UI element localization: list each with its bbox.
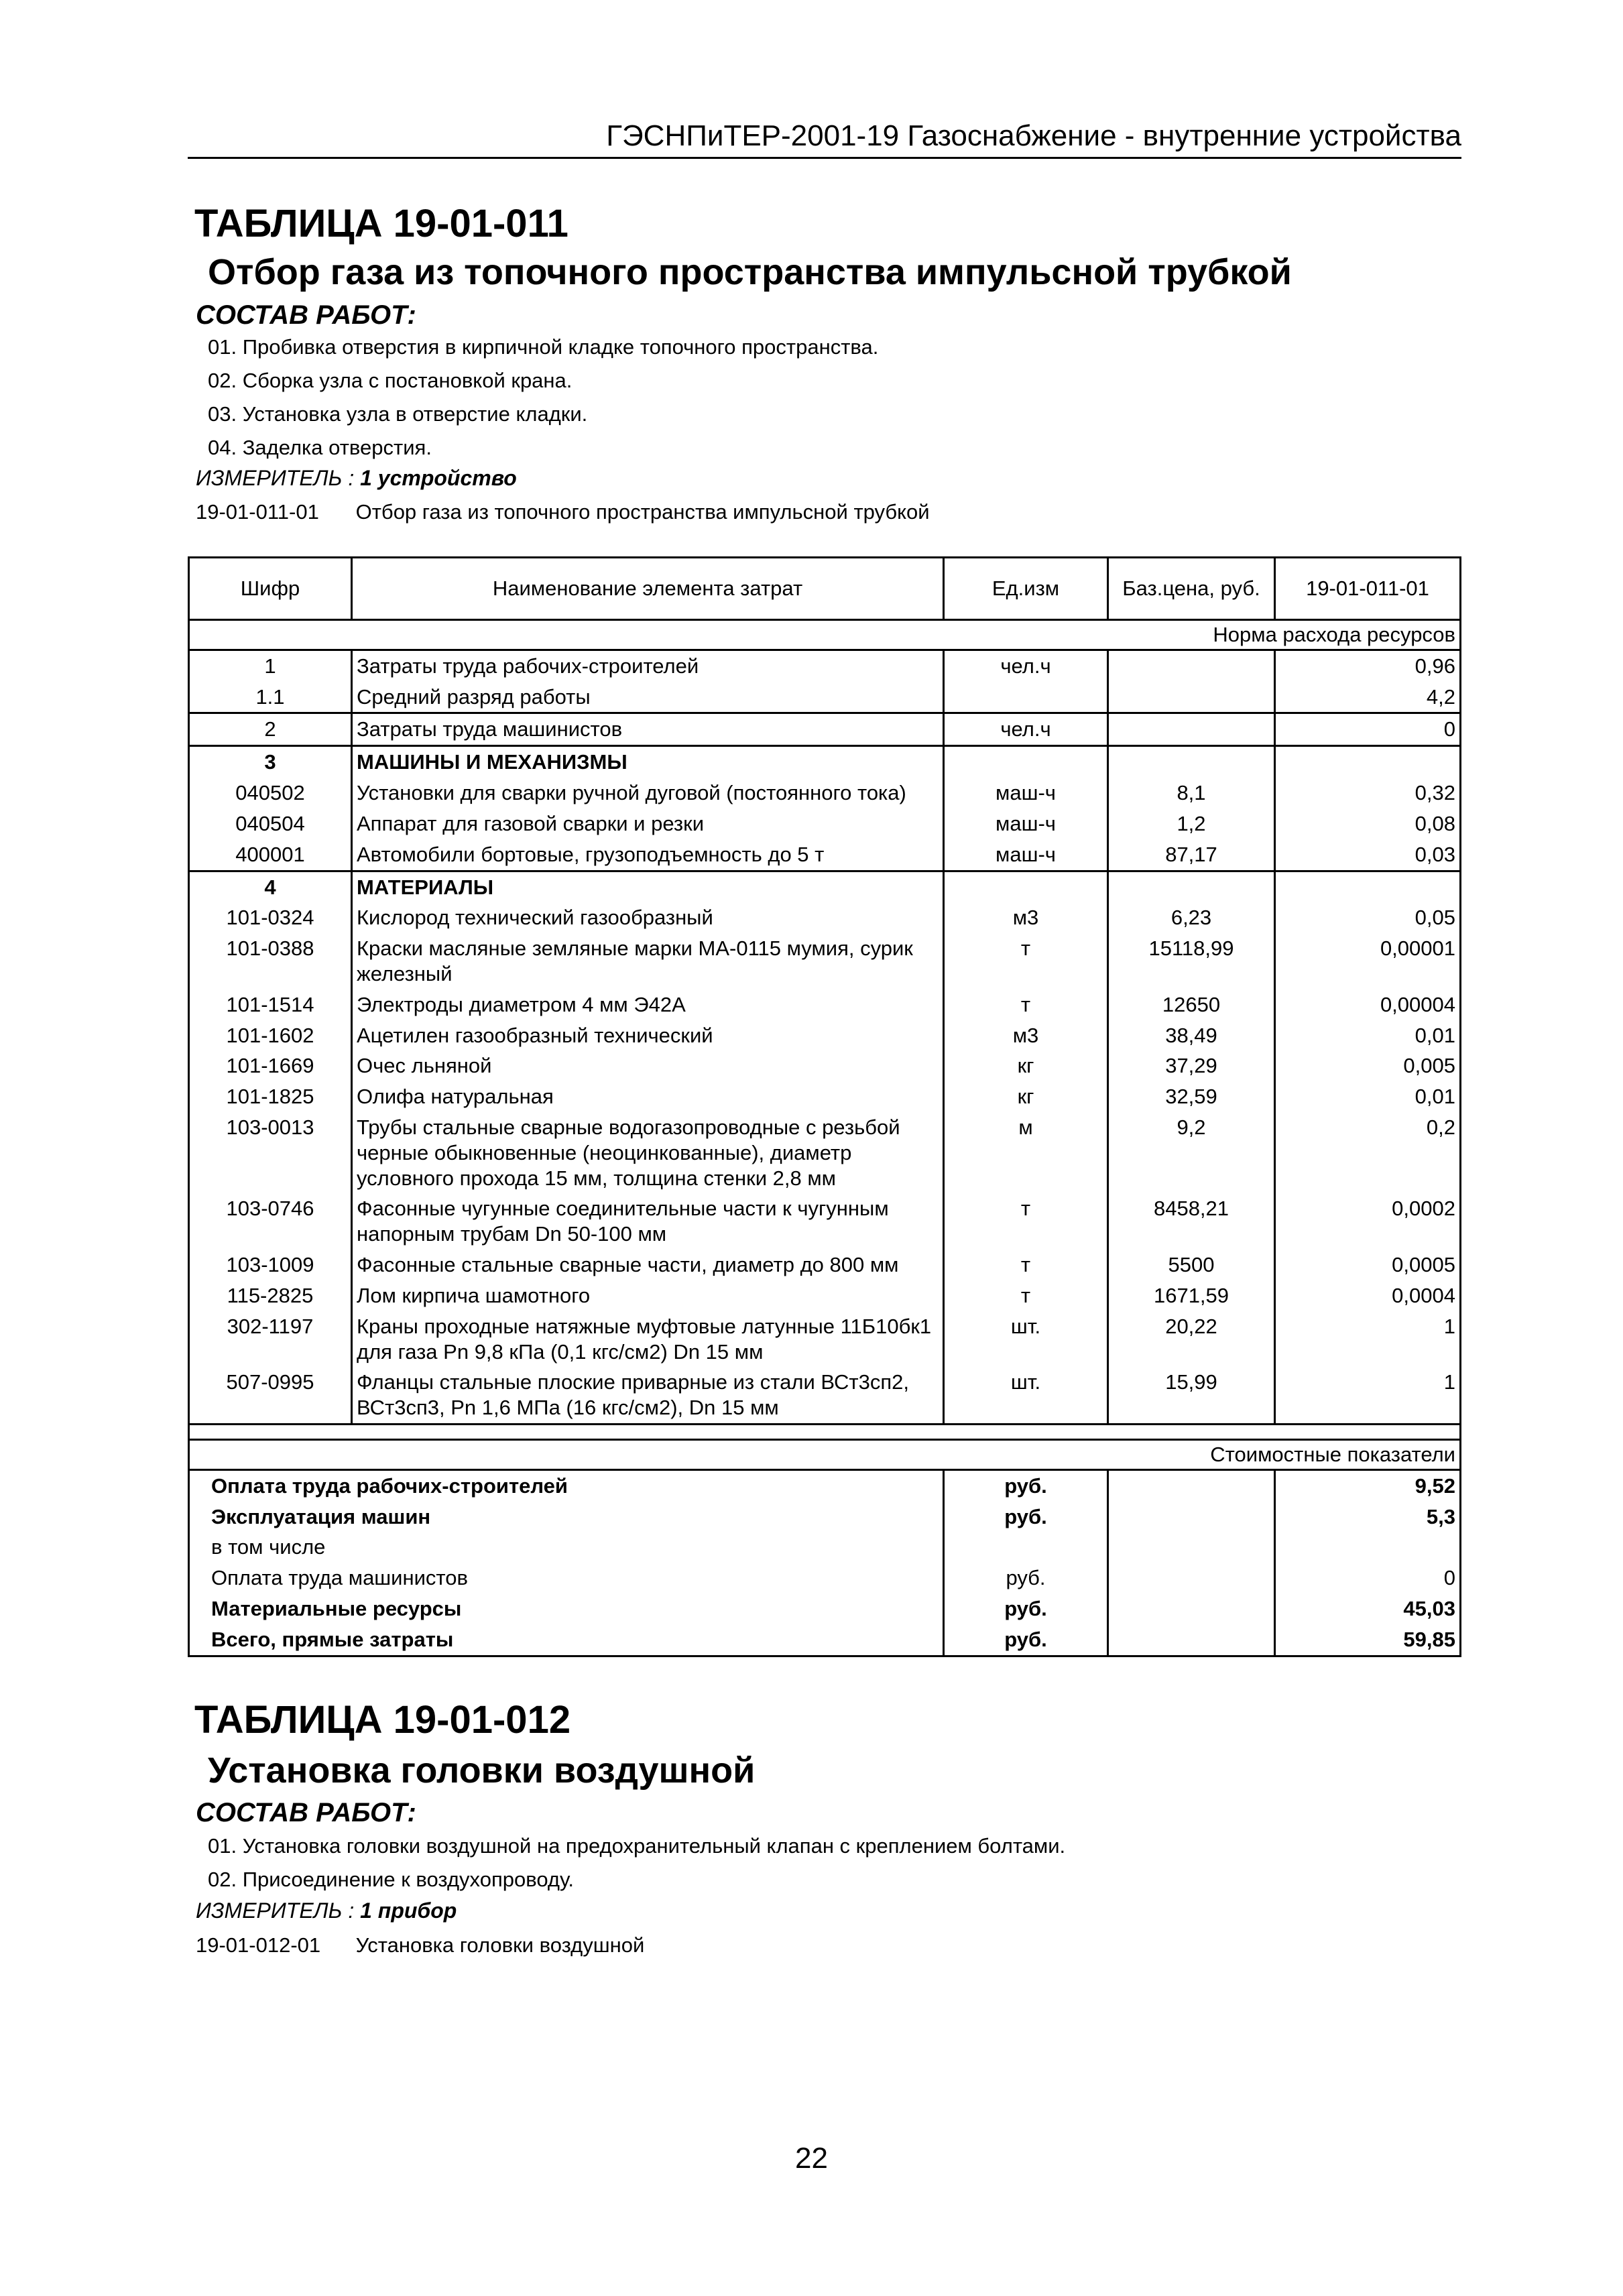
cell-unit: м3 <box>944 902 1108 933</box>
cost-price-empty <box>1108 1469 1275 1501</box>
table2-title: ТАБЛИЦА 19-01-012 <box>194 1698 571 1742</box>
cell-unit: кг <box>944 1081 1108 1112</box>
table1-measure-value: 1 устройство <box>360 466 517 490</box>
cell-norm: 0,32 <box>1275 778 1461 808</box>
cell-code: 101-0388 <box>189 933 352 989</box>
cost-unit: руб. <box>944 1502 1108 1532</box>
cell-code: 2 <box>189 713 352 746</box>
cell-code: 103-0013 <box>189 1112 352 1193</box>
cell-unit: маш-ч <box>944 808 1108 839</box>
norm-label-row <box>189 620 1461 650</box>
cost-name: Оплата труда машинистов <box>189 1563 944 1593</box>
cell-norm: 0,01 <box>1275 1020 1461 1051</box>
cell-norm: 0,00004 <box>1275 989 1461 1020</box>
cell-price: 32,59 <box>1108 1081 1275 1112</box>
cell-name: Автомобили бортовые, грузоподъемность до 5 т <box>352 839 944 871</box>
cost-row <box>189 1593 1461 1624</box>
cell-name: Фланцы стальные плоские приварные из стали ВСт3сп2, ВСт3сп3, Pn 1,6 МПа (16 кгс/см2), Dn 15 мм <box>352 1367 944 1424</box>
cost-name: в том числе <box>189 1532 944 1563</box>
cell-name: Кислород технический газообразный <box>352 902 944 933</box>
table1-work-item-4: 04. Заделка отверстия. <box>208 436 432 459</box>
table-row <box>189 933 1461 989</box>
table-spacer-cell <box>189 1424 1461 1439</box>
cell-price <box>1108 746 1275 778</box>
cost-price-empty <box>1108 1624 1275 1656</box>
cell-name: Затраты труда рабочих-строителей <box>352 650 944 681</box>
cell-price <box>1108 713 1275 746</box>
cell-code: 101-1514 <box>189 989 352 1020</box>
cell-unit: т <box>944 989 1108 1020</box>
cell-unit: т <box>944 1250 1108 1280</box>
cell-norm: 0,0004 <box>1275 1280 1461 1311</box>
cell-price <box>1108 650 1275 681</box>
cell-price: 1671,59 <box>1108 1280 1275 1311</box>
cell-price: 37,29 <box>1108 1050 1275 1081</box>
cell-name: Фасонные стальные сварные части, диаметр до 800 мм <box>352 1250 944 1280</box>
cell-name: Установки для сварки ручной дуговой (постоянного тока) <box>352 778 944 808</box>
cell-code: 040502 <box>189 778 352 808</box>
cell-price <box>1108 871 1275 902</box>
cell-norm: 1 <box>1275 1367 1461 1424</box>
cell-name: Затраты труда машинистов <box>352 713 944 746</box>
cost-row <box>189 1563 1461 1593</box>
cost-value: 45,03 <box>1275 1593 1461 1624</box>
cost-name: Всего, прямые затраты <box>189 1624 944 1656</box>
cell-code: 507-0995 <box>189 1367 352 1424</box>
cell-name: Олифа натуральная <box>352 1081 944 1112</box>
cell-price: 9,2 <box>1108 1112 1275 1193</box>
table2-sostav-label: СОСТАВ РАБОТ: <box>196 1798 416 1827</box>
cell-norm <box>1275 746 1461 778</box>
cell-code: 302-1197 <box>189 1311 352 1368</box>
cell-name: Трубы стальные сварные водогазопроводные с резьбой черные обыкновенные (неоцинкованные), диаметр условного прохода 15 мм, толщина стенки 2,8 мм <box>352 1112 944 1193</box>
cell-code: 400001 <box>189 839 352 871</box>
table-row <box>189 778 1461 808</box>
cell-norm: 0,05 <box>1275 902 1461 933</box>
cell-name: Фасонные чугунные соединительные части к чугунным напорным трубам Dn 50-100 мм <box>352 1193 944 1250</box>
col-header-unit: Ед.изм <box>944 558 1108 620</box>
col-header-price: Баз.цена, руб. <box>1108 558 1275 620</box>
table1-measure <box>196 466 517 491</box>
cell-price: 6,23 <box>1108 902 1275 933</box>
table-row <box>189 1081 1461 1112</box>
cell-code: 4 <box>189 871 352 902</box>
col-header-code: Шифр <box>189 558 352 620</box>
cell-code: 101-1669 <box>189 1050 352 1081</box>
cell-norm: 0,96 <box>1275 650 1461 681</box>
cell-name: Лом кирпича шамотного <box>352 1280 944 1311</box>
table-row <box>189 1050 1461 1081</box>
table-row <box>189 989 1461 1020</box>
cell-norm: 0,005 <box>1275 1050 1461 1081</box>
cost-name: Эксплуатация машин <box>189 1502 944 1532</box>
cost-row <box>189 1469 1461 1501</box>
table1-code-line <box>196 500 930 524</box>
cost-value: 5,3 <box>1275 1502 1461 1532</box>
table1-measure-label: ИЗМЕРИТЕЛЬ : <box>196 466 355 490</box>
table2-measure-label: ИЗМЕРИТЕЛЬ : <box>196 1898 355 1923</box>
table1-work-item-1: 01. Пробивка отверстия в кирпичной кладке топочного пространства. <box>208 335 879 359</box>
table-row <box>189 1280 1461 1311</box>
cell-code: 1.1 <box>189 682 352 713</box>
cell-norm: 4,2 <box>1275 682 1461 713</box>
cell-name: МАШИНЫ И МЕХАНИЗМЫ <box>352 746 944 778</box>
resource-table <box>188 556 1461 1657</box>
cell-unit <box>944 871 1108 902</box>
table-row <box>189 1250 1461 1280</box>
cell-code: 040504 <box>189 808 352 839</box>
table1-work-item-2: 02. Сборка узла с постановкой крана. <box>208 369 573 392</box>
cell-code: 101-1602 <box>189 1020 352 1051</box>
cell-price: 20,22 <box>1108 1311 1275 1368</box>
cell-norm: 0 <box>1275 713 1461 746</box>
table1-code: 19-01-011-01 <box>196 500 319 524</box>
cost-label: Стоимостные показатели <box>189 1439 1461 1469</box>
cell-unit: чел.ч <box>944 650 1108 681</box>
cell-norm: 0,0002 <box>1275 1193 1461 1250</box>
cell-price: 8458,21 <box>1108 1193 1275 1250</box>
table-row <box>189 839 1461 871</box>
cell-name: Краны проходные натяжные муфтовые латунные 11Б10бк1 для газа Pn 9,8 кПа (0,1 кгс/см2) Dn 15 мм <box>352 1311 944 1368</box>
col-header-norm: 19-01-011-01 <box>1275 558 1461 620</box>
cost-unit: руб. <box>944 1593 1108 1624</box>
cell-unit <box>944 746 1108 778</box>
cell-price: 38,49 <box>1108 1020 1275 1051</box>
cell-name: Ацетилен газообразный технический <box>352 1020 944 1051</box>
cell-unit: т <box>944 933 1108 989</box>
cell-name: МАТЕРИАЛЫ <box>352 871 944 902</box>
cost-price-empty <box>1108 1502 1275 1532</box>
table1-work-item-3: 03. Установка узла в отверстие кладки. <box>208 402 588 426</box>
cost-row <box>189 1502 1461 1532</box>
table2-code-desc: Установка головки воздушной <box>355 1933 645 1957</box>
cell-name: Очес льняной <box>352 1050 944 1081</box>
running-header <box>188 115 1461 159</box>
table-row <box>189 1367 1461 1424</box>
cell-price: 8,1 <box>1108 778 1275 808</box>
cell-price <box>1108 682 1275 713</box>
cell-norm: 0,2 <box>1275 1112 1461 1193</box>
table-header-row <box>189 558 1461 620</box>
cell-unit: м <box>944 1112 1108 1193</box>
table1-code-desc: Отбор газа из топочного пространства импульсной трубкой <box>355 500 930 524</box>
table-row <box>189 713 1461 746</box>
cost-price-empty <box>1108 1532 1275 1563</box>
cell-unit: кг <box>944 1050 1108 1081</box>
table-row <box>189 650 1461 681</box>
cost-row <box>189 1532 1461 1563</box>
cost-value: 0 <box>1275 1563 1461 1593</box>
table-spacer <box>189 1424 1461 1439</box>
cell-name: Краски масляные земляные марки МА-0115 мумия, сурик железный <box>352 933 944 989</box>
cell-norm: 0,00001 <box>1275 933 1461 989</box>
cost-price-empty <box>1108 1563 1275 1593</box>
table-row <box>189 808 1461 839</box>
page-number: 22 <box>795 2142 828 2175</box>
cell-price: 12650 <box>1108 989 1275 1020</box>
cell-norm: 0,03 <box>1275 839 1461 871</box>
table1-subtitle: Отбор газа из топочного пространства импульсной трубкой <box>208 252 1292 292</box>
cell-unit: м3 <box>944 1020 1108 1051</box>
cell-unit: шт. <box>944 1311 1108 1368</box>
cost-unit: руб. <box>944 1624 1108 1656</box>
cell-unit: т <box>944 1280 1108 1311</box>
cell-unit: т <box>944 1193 1108 1250</box>
table-row <box>189 1020 1461 1051</box>
cell-norm <box>1275 871 1461 902</box>
table-row <box>189 1112 1461 1193</box>
norm-label: Норма расхода ресурсов <box>189 620 1461 650</box>
cell-norm: 1 <box>1275 1311 1461 1368</box>
cost-unit: руб. <box>944 1469 1108 1501</box>
table2-work-item-1: 01. Установка головки воздушной на предохранительный клапан с креплением болтами. <box>208 1834 1066 1858</box>
cost-value <box>1275 1532 1461 1563</box>
table-row <box>189 1311 1461 1368</box>
cell-norm: 0,01 <box>1275 1081 1461 1112</box>
cell-name: Электроды диаметром 4 мм Э42А <box>352 989 944 1020</box>
table2-code-line <box>196 1933 644 1957</box>
cell-price: 87,17 <box>1108 839 1275 871</box>
table2-code: 19-01-012-01 <box>196 1933 321 1957</box>
cell-norm: 0,0005 <box>1275 1250 1461 1280</box>
table1-title: ТАБЛИЦА 19-01-011 <box>194 202 568 245</box>
cost-price-empty <box>1108 1593 1275 1624</box>
col-header-name: Наименование элемента затрат <box>352 558 944 620</box>
cell-code: 101-1825 <box>189 1081 352 1112</box>
cell-code: 3 <box>189 746 352 778</box>
table-row <box>189 871 1461 902</box>
cell-code: 115-2825 <box>189 1280 352 1311</box>
cost-label-row <box>189 1439 1461 1469</box>
cell-code: 103-1009 <box>189 1250 352 1280</box>
cell-unit: маш-ч <box>944 778 1108 808</box>
table-row <box>189 746 1461 778</box>
table2-subtitle: Установка головки воздушной <box>208 1750 756 1791</box>
cell-code: 103-0746 <box>189 1193 352 1250</box>
cost-value: 9,52 <box>1275 1469 1461 1501</box>
table2-work-item-2: 02. Присоединение к воздухопроводу. <box>208 1868 574 1891</box>
cost-value: 59,85 <box>1275 1624 1461 1656</box>
cell-code: 101-0324 <box>189 902 352 933</box>
cost-unit <box>944 1532 1108 1563</box>
cell-unit: шт. <box>944 1367 1108 1424</box>
cell-price: 1,2 <box>1108 808 1275 839</box>
cell-unit: маш-ч <box>944 839 1108 871</box>
cell-name: Аппарат для газовой сварки и резки <box>352 808 944 839</box>
table2-measure-value: 1 прибор <box>360 1898 457 1923</box>
cell-code: 1 <box>189 650 352 681</box>
cell-price: 15,99 <box>1108 1367 1275 1424</box>
cell-price: 5500 <box>1108 1250 1275 1280</box>
table1-sostav-label: СОСТАВ РАБОТ: <box>196 300 416 330</box>
table-row <box>189 1193 1461 1250</box>
cell-norm: 0,08 <box>1275 808 1461 839</box>
cost-name: Оплата труда рабочих-строителей <box>189 1469 944 1501</box>
table-row <box>189 682 1461 713</box>
cell-unit: чел.ч <box>944 713 1108 746</box>
cell-unit <box>944 682 1108 713</box>
cell-name: Средний разряд работы <box>352 682 944 713</box>
table-row <box>189 902 1461 933</box>
cost-row <box>189 1624 1461 1656</box>
table2-measure <box>196 1898 457 1923</box>
cost-name: Материальные ресурсы <box>189 1593 944 1624</box>
running-header-text: ГЭСНПиТЕР-2001-19 Газоснабжение - внутренние устройства <box>606 119 1461 152</box>
cell-price: 15118,99 <box>1108 933 1275 989</box>
cost-unit: руб. <box>944 1563 1108 1593</box>
